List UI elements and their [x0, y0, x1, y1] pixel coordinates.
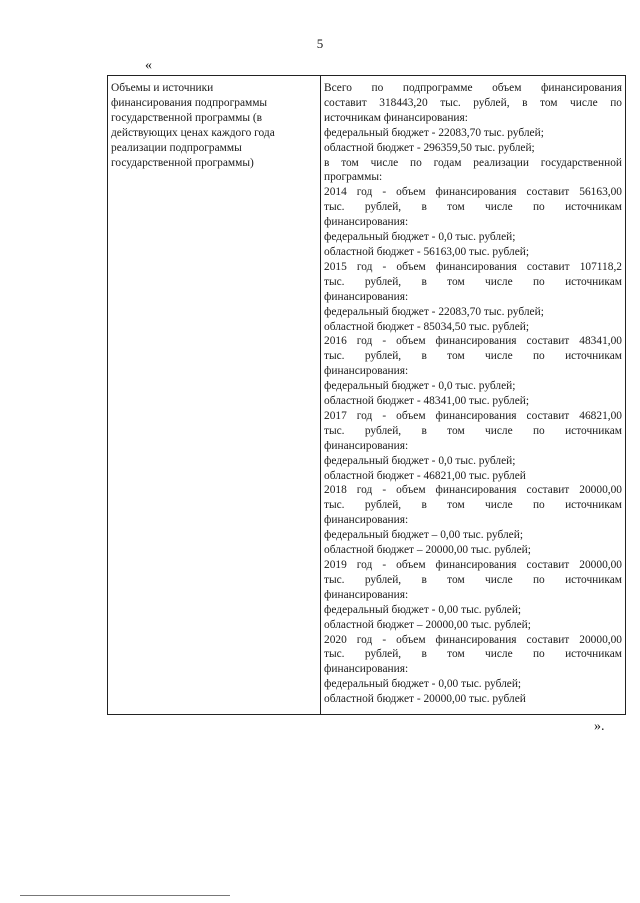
funding-text-line: тыс. рублей, в том числе по источникам	[324, 350, 622, 363]
funding-text-line: тыс. рублей, в том числе по источникам	[324, 275, 622, 288]
funding-text-line: тыс. рублей, в том числе по источникам	[324, 424, 622, 437]
funding-text-line: финансирования:	[324, 588, 409, 601]
funding-text-line: 2017 год - объем финансирования составит 46821,00	[324, 409, 622, 422]
label-line: финансирования подпрограммы	[111, 96, 268, 109]
funding-text-line: составит 318443,20 тыс. рублей, в том числе по	[324, 96, 622, 109]
funding-text-line: финансирования:	[324, 514, 409, 527]
funding-text-line: тыс. рублей, в том числе по источникам	[324, 499, 622, 512]
label-line: реализации подпрограммы	[111, 141, 242, 154]
funding-text-line: областной бюджет - 56163,00 тыс. рублей;	[324, 245, 530, 258]
funding-text-line: финансирования:	[324, 216, 409, 229]
label-line: Объемы и источники	[111, 82, 214, 94]
funding-text-line: в том числе по годам реализации государственной	[324, 156, 622, 169]
label-line: действующих ценах каждого года	[111, 126, 275, 139]
funding-text-line: источникам финансирования:	[324, 111, 468, 124]
funding-text-line: 2019 год - объем финансирования составит 20000,00	[324, 559, 622, 571]
funding-text-line: областной бюджет – 20000,00 тыс. рублей;	[324, 544, 531, 557]
funding-text-line: федеральный бюджет - 0,0 тыс. рублей;	[324, 231, 516, 244]
funding-text-line: областной бюджет - 48341,00 тыс. рублей;	[324, 395, 530, 408]
funding-text-line: 2014 год - объем финансирования составит 56163,00	[324, 186, 622, 199]
funding-text-line: 2020 год - объем финансирования составит 20000,00	[324, 633, 622, 646]
funding-text-line: тыс. рублей, в том числе по источникам	[324, 648, 622, 661]
funding-content-cell	[321, 76, 626, 715]
funding-text-line: федеральный бюджет - 0,0 тыс. рублей;	[324, 454, 516, 467]
funding-row	[108, 76, 626, 715]
funding-table	[107, 75, 626, 715]
page-number: 5	[316, 36, 324, 51]
funding-text-line: программы:	[324, 171, 383, 184]
label-line: государственной программы (в	[111, 111, 263, 124]
funding-text-line: областной бюджет - 85034,50 тыс. рублей;	[324, 320, 530, 333]
opening-quote-mark: «	[145, 58, 152, 73]
funding-text-line: тыс. рублей, в том числе по источникам	[324, 201, 622, 214]
funding-text-line: федеральный бюджет - 0,00 тыс. рублей;	[324, 603, 522, 616]
footer-rule	[20, 895, 230, 896]
funding-text-line: финансирования:	[324, 365, 409, 378]
funding-text-line: федеральный бюджет - 22083,70 тыс. рублей;	[324, 305, 544, 318]
funding-text-line: финансирования:	[324, 439, 409, 452]
label-line: государственной программы)	[111, 156, 254, 169]
funding-text-line: Всего по подпрограмме объем финансирования	[324, 82, 622, 94]
funding-text-line: федеральный бюджет – 0,00 тыс. рублей;	[324, 529, 523, 542]
funding-text-line: 2015 год - объем финансирования составит 107118,2	[324, 260, 622, 273]
funding-text-line: областной бюджет – 20000,00 тыс. рублей;	[324, 618, 531, 631]
funding-text-line: областной бюджет - 296359,50 тыс. рублей;	[324, 141, 535, 154]
funding-text-line: областной бюджет - 20000,00 тыс. рублей	[324, 693, 526, 706]
funding-text-line: федеральный бюджет - 0,0 тыс. рублей;	[324, 380, 516, 393]
closing-quote-mark: ».	[594, 719, 605, 734]
funding-text-line: областной бюджет - 46821,00 тыс. рублей	[324, 469, 526, 482]
funding-label-cell	[108, 76, 321, 715]
funding-text-line: финансирования:	[324, 663, 409, 676]
funding-text-line: 2016 год - объем финансирования составит 48341,00	[324, 335, 622, 348]
funding-text-line: финансирования:	[324, 290, 409, 303]
funding-text-line: федеральный бюджет - 22083,70 тыс. рублей;	[324, 126, 544, 139]
funding-text-line: федеральный бюджет - 0,00 тыс. рублей;	[324, 678, 522, 691]
funding-text-line: тыс. рублей, в том числе по источникам	[324, 573, 622, 586]
funding-text-line: 2018 год - объем финансирования составит 20000,00	[324, 484, 622, 497]
